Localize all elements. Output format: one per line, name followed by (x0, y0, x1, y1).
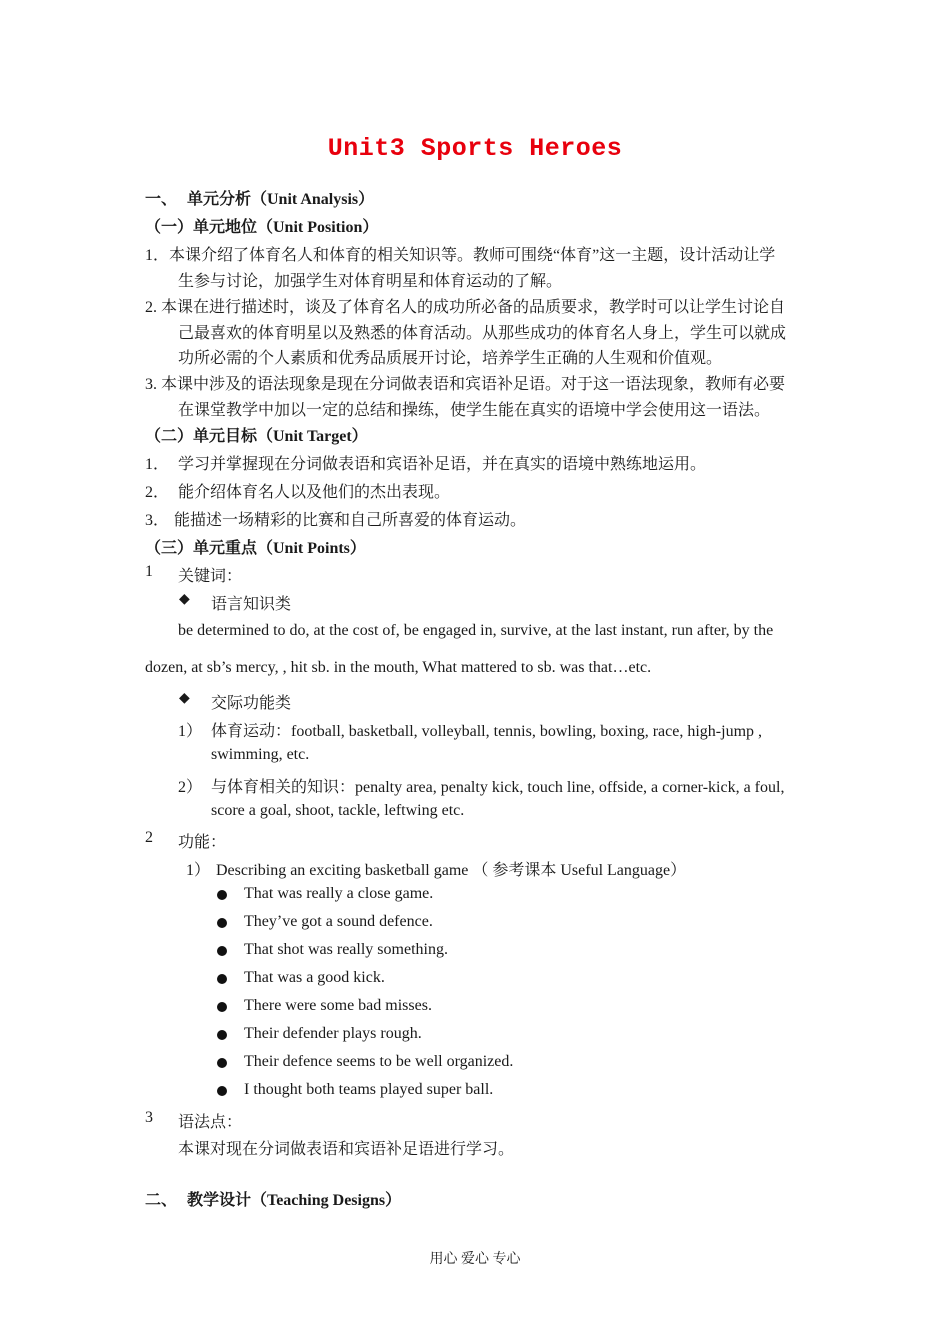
phrase-item: That was really a close game. (244, 885, 434, 902)
section-2-number: 二、 (145, 1192, 178, 1209)
position-item-2-line-1: 2. 本课在进行描述时，谈及了体育名人的成功所必备的品质要求，教学时可以让学生讨论自 (145, 299, 786, 316)
section-2-heading: 教学设计（Teaching Designs） (187, 1192, 402, 1209)
phrase-item: Their defender plays rough. (244, 1025, 422, 1042)
bullet-dot-icon (217, 974, 227, 984)
page-footer: 用心 爱心 专心 (429, 1252, 521, 1267)
phrase-item: Their defence seems to be well organized. (244, 1053, 514, 1070)
position-item-2-line-3: 功所必需的个人素质和优秀品质展开讨论，培养学生正确的人生观和价值观。 (178, 350, 723, 367)
keywords-line-1: be determined to do, at the cost of, be engaged in, survive, at the last instant, run after, by the (178, 622, 774, 639)
phrase-item: They’ve got a sound defence. (244, 913, 433, 930)
point-3-label: 语法点： (178, 1114, 243, 1131)
target-item-1-number: 1． (145, 456, 170, 473)
unit-points-heading: （三）单元重点（Unit Points） (145, 540, 366, 557)
sports-item-text-2: swimming, etc. (211, 746, 310, 763)
target-item-1-text: 学习并掌握现在分词做表语和宾语补足语，并在真实的语境中熟练地运用。 (178, 456, 707, 473)
sports-knowledge-number: 2） (178, 779, 203, 796)
target-item-3-text: 能描述一场精彩的比赛和自己所喜爱的体育运动。 (174, 512, 527, 529)
position-item-1-line-1: 1．本课介绍了体育名人和体育的相关知识等。教师可围绕“体育”这一主题，设计活动让学 (145, 247, 776, 264)
position-item-2-line-2: 己最喜欢的体育明星以及熟悉的体育活动。从那些成功的体育名人身上，学生可以就成 (178, 325, 787, 342)
communicative-function-label: 交际功能类 (211, 695, 292, 712)
point-1-number: 1 (145, 563, 153, 580)
position-item-3-line-2: 在课堂教学中加以一定的总结和操练，使学生能在真实的语境中学会使用这一语法。 (178, 402, 771, 419)
language-knowledge-label: 语言知识类 (211, 596, 292, 613)
phrase-item: That was a good kick. (244, 969, 385, 986)
unit-target-heading: （二）单元目标（Unit Target） (145, 428, 368, 445)
section-1-heading: 单元分析（Unit Analysis） (187, 191, 375, 208)
bullet-dot-icon (217, 1086, 227, 1096)
keywords-line-2: dozen, at sb’s mercy, , hit sb. in the mouth, What mattered to sb. was that…etc. (145, 659, 652, 676)
phrase-item: I thought both teams played super ball. (244, 1081, 494, 1098)
sports-knowledge-text: 与体育相关的知识：penalty area, penalty kick, touch line, offside, a corner-kick, a foul, (211, 779, 785, 796)
document-title: Unit3 Sports Heroes (327, 134, 623, 163)
sports-knowledge-text-2: score a goal, shoot, tackle, leftwing etc. (211, 802, 465, 819)
target-item-2-number: 2． (145, 484, 170, 501)
position-item-3-line-1: 3. 本课中涉及的语法现象是现在分词做表语和宾语补足语。对于这一语法现象，教师有必要 (145, 376, 786, 393)
sports-item-number: 1） (178, 723, 203, 740)
diamond-bullet-icon: ◆ (179, 592, 190, 607)
unit-position-heading: （一）单元地位（Unit Position） (145, 219, 379, 236)
function-item-number: 1） (186, 862, 211, 879)
bullet-dot-icon (217, 1002, 227, 1012)
grammar-text: 本课对现在分词做表语和宾语补足语进行学习。 (178, 1141, 515, 1158)
bullet-dot-icon (217, 890, 227, 900)
position-item-1-line-2: 生参与讨论，加强学生对体育明星和体育运动的了解。 (178, 273, 563, 290)
point-2-number: 2 (145, 829, 153, 846)
bullet-dot-icon (217, 946, 227, 956)
target-item-3-number: 3． (145, 512, 170, 529)
sports-item-text: 体育运动：football, basketball, volleyball, tennis, bowling, boxing, race, high-jump , (211, 723, 763, 740)
point-1-label: 关键词： (178, 568, 243, 585)
phrase-item: That shot was really something. (244, 941, 448, 958)
function-item-text: Describing an exciting basketball game （ 参考课本 Useful Language） (216, 862, 687, 879)
phrase-item: There were some bad misses. (244, 997, 432, 1014)
bullet-dot-icon (217, 1030, 227, 1040)
point-2-label: 功能： (178, 834, 227, 851)
bullet-dot-icon (217, 918, 227, 928)
section-1-number: 一、 (145, 191, 178, 208)
bullet-dot-icon (217, 1058, 227, 1068)
target-item-2-text: 能介绍体育名人以及他们的杰出表现。 (178, 484, 451, 501)
diamond-bullet-icon: ◆ (179, 691, 190, 706)
point-3-number: 3 (145, 1109, 153, 1126)
